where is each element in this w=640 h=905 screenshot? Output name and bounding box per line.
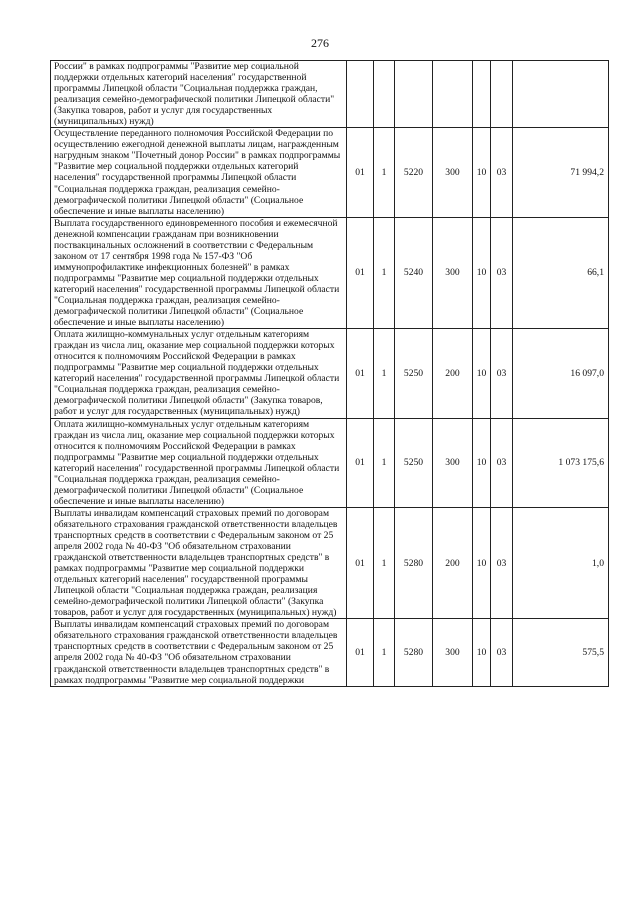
amount: 1,0 [513, 507, 609, 618]
subprogram-code: 1 [374, 329, 395, 418]
direction-code: 5280 [395, 619, 433, 686]
direction-code: 5220 [395, 128, 433, 217]
subprogram-code: 1 [374, 507, 395, 618]
program-code: 01 [347, 217, 374, 328]
section-code [473, 61, 491, 128]
subsection-code: 03 [491, 329, 513, 418]
amount: 16 097,0 [513, 329, 609, 418]
subprogram-code: 1 [374, 619, 395, 686]
section-code: 10 [473, 217, 491, 328]
table-row [51, 128, 609, 217]
expense-type-code: 300 [433, 619, 473, 686]
section-code: 10 [473, 619, 491, 686]
section-code: 10 [473, 507, 491, 618]
expense-type-code: 300 [433, 418, 473, 507]
page-number: 276 [311, 36, 329, 50]
subprogram-code: 1 [374, 217, 395, 328]
program-code: 01 [347, 329, 374, 418]
section-code: 10 [473, 418, 491, 507]
direction-code: 5250 [395, 418, 433, 507]
subsection-code: 03 [491, 619, 513, 686]
subsection-code [491, 61, 513, 128]
table-row [51, 61, 609, 128]
table-row [51, 418, 609, 507]
program-code: 01 [347, 507, 374, 618]
expense-type-code [433, 61, 473, 128]
subsection-code: 03 [491, 217, 513, 328]
section-code: 10 [473, 128, 491, 217]
table-row [51, 507, 609, 618]
section-code: 10 [473, 329, 491, 418]
amount: 66,1 [513, 217, 609, 328]
table-row [51, 217, 609, 328]
row-description: Выплаты инвалидам компенсаций страховых премий по договорам обязательного страхования гражданской ответственности владельцев транспортных средств в соответствии с Федеральным законом от 25 апреля 2002 года № 40-ФЗ "Об обязательном страховании гражданской ответственности владельцев транспортных средств" в рамках подпрограммы "Развитие мер социальной поддержки [51, 619, 347, 686]
subsection-code: 03 [491, 418, 513, 507]
amount: 71 994,2 [513, 128, 609, 217]
direction-code: 5250 [395, 329, 433, 418]
subprogram-code [374, 61, 395, 128]
budget-table [50, 60, 609, 687]
row-description: Оплата жилищно-коммунальных услуг отдельным категориям граждан из числа лиц, оказание мер социальной поддержки которых относится к полномочиям Российской Федерации в рамках подпрограммы "Развитие мер социальной поддержки отдельных категорий населения" государственной программы Липецкой области "Социальная поддержка граждан, реализация семейно-демографической политики Липецкой области" (Закупка товаров, работ и услуг для государственных (муниципальных) нужд) [51, 329, 347, 418]
amount [513, 61, 609, 128]
expense-type-code: 300 [433, 217, 473, 328]
program-code: 01 [347, 418, 374, 507]
row-description: Оплата жилищно-коммунальных услуг отдельным категориям граждан из числа лиц, оказание мер социальной поддержки которых относится к полномочиям Российской Федерации в рамках подпрограммы "Развитие мер социальной поддержки отдельных категорий населения" государственной программы Липецкой области "Социальная поддержка граждан, реализация семейно-демографической политики Липецкой области" (Социальное обеспечение и иные выплаты населению) [51, 418, 347, 507]
row-description: России" в рамках подпрограммы "Развитие мер социальной поддержки отдельных категорий населения" государственной программы Липецкой области "Социальная поддержка граждан, реализация семейно-демографической политики Липецкой области" (Закупка товаров, работ и услуг для государственных (муниципальных) нужд) [51, 61, 347, 128]
subsection-code: 03 [491, 128, 513, 217]
row-description: Выплата государственного единовременного пособия и ежемесячной денежной компенсации гражданам при возникновении поствакцинальных осложнений в соответствии с Федеральным законом от 17 сентября 1998 года № 157-ФЗ "Об иммунопрофилактике инфекционных болезней" в рамках подпрограммы "Развитие мер социальной поддержки отдельных категорий населения" государственной программы Липецкой области "Социальная поддержка граждан, реализация семейно-демографической политики Липецкой области" (Социальное обеспечение и иные выплаты населению) [51, 217, 347, 328]
program-code [347, 61, 374, 128]
program-code: 01 [347, 619, 374, 686]
subprogram-code: 1 [374, 418, 395, 507]
direction-code [395, 61, 433, 128]
expense-type-code: 300 [433, 128, 473, 217]
direction-code: 5240 [395, 217, 433, 328]
program-code: 01 [347, 128, 374, 217]
amount: 1 073 175,6 [513, 418, 609, 507]
table-row [51, 329, 609, 418]
subprogram-code: 1 [374, 128, 395, 217]
row-description: Выплаты инвалидам компенсаций страховых премий по договорам обязательного страхования гражданской ответственности владельцев транспортных средств в соответствии с Федеральным законом от 25 апреля 2002 года № 40-ФЗ "Об обязательном страховании гражданской ответственности владельцев транспортных средств" в рамках подпрограммы "Развитие мер социальной поддержки отдельных категорий населения" государственной программы Липецкой области "Социальная поддержка граждан, реализация семейно-демографической политики Липецкой области" (Закупка товаров, работ и услуг для государственных (муниципальных) нужд) [51, 507, 347, 618]
amount: 575,5 [513, 619, 609, 686]
expense-type-code: 200 [433, 507, 473, 618]
row-description: Осуществление переданного полномочия Российской Федерации по осуществлению ежегодной денежной выплаты лицам, награжденным нагрудным знаком "Почетный донор России" в рамках подпрограммы "Развитие мер социальной поддержки отдельных категорий населения" государственной программы Липецкой области "Социальная поддержка граждан, реализация семейно-демографической политики Липецкой области" (Социальное обеспечение и иные выплаты населению) [51, 128, 347, 217]
direction-code: 5280 [395, 507, 433, 618]
subsection-code: 03 [491, 507, 513, 618]
expense-type-code: 200 [433, 329, 473, 418]
table-row [51, 619, 609, 686]
